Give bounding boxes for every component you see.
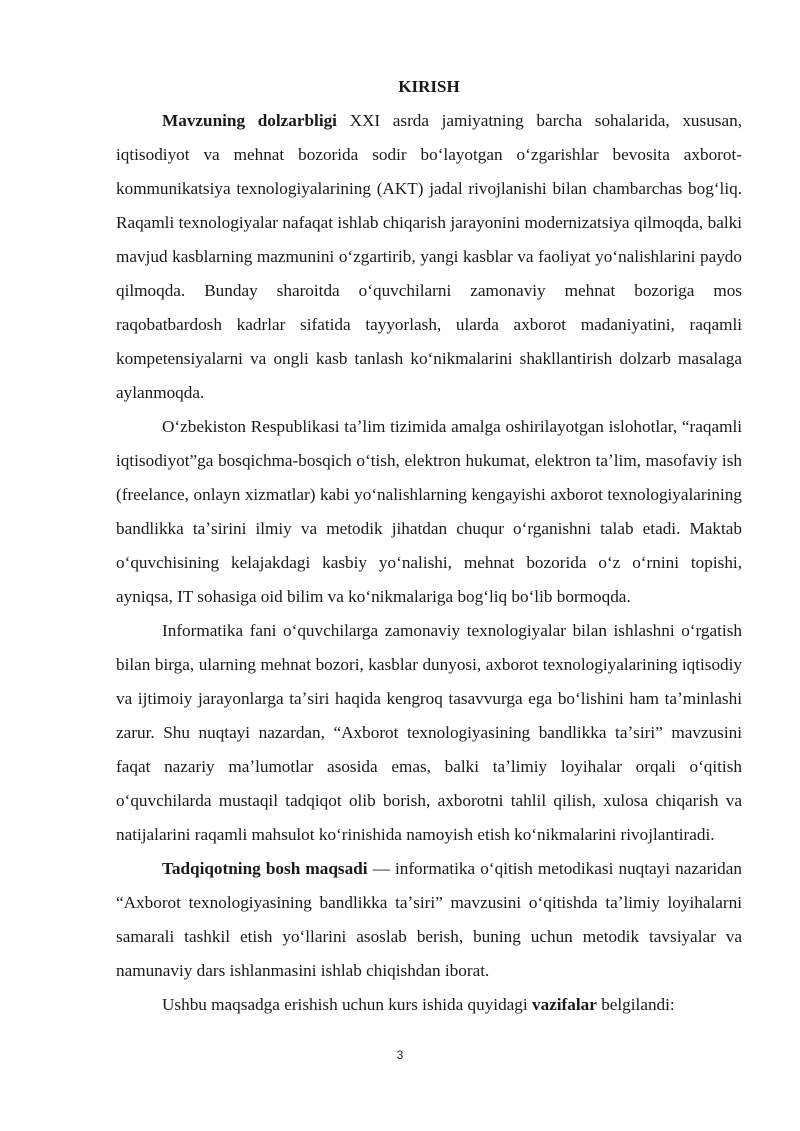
paragraph-reforms xyxy=(116,410,742,614)
paragraph-text: Oʻzbekiston Respublikasi taʼlim tizimida amalga oshirilayotgan islohotlar, “raqamli iqtisodiyot”ga bosqichma-bosqich oʻtish, elektron hukumat, elektron taʼlim, masofaviy ish (freelance, onlayn xizmatlar) kabi yoʻnalishlarning kengayishi axborot texnologiyalarining bandlikka taʼsirini ilmiy va metodik jihatdan chuqur oʻrganishni talab etadi. Maktab oʻquvchisining kelajakdagi kasbiy yoʻnalishi, mehnat bozorida oʻz oʻrnini topishi, ayniqsa, IT sohasiga oid bilim va koʻnikmalariga bogʻliq boʻlib bormoqda. xyxy=(116,417,742,606)
paragraph-tasks-intro xyxy=(116,988,742,1022)
paragraph-informatics xyxy=(116,614,742,852)
document-body xyxy=(116,70,742,1022)
paragraph-relevance xyxy=(116,104,742,410)
paragraph-text: Ushbu maqsadga erishish uchun kurs ishida quyidagi xyxy=(162,995,532,1014)
paragraph-lead: Mavzuning dolzarbligi xyxy=(162,111,337,130)
paragraph-text: — informatika oʻqitish metodikasi nuqtayi nazaridan “Axborot texnologiyasining bandlikka taʼsiri” mavzusini oʻqitishda taʼlimiy loyihalarni samarali tashkil etish yoʻllarini asoslab berish, buning uchun metodik tavsiyalar va namunaviy dars ishlanmasini ishlab chiqishdan iborat. xyxy=(116,859,742,980)
paragraph-main-goal xyxy=(116,852,742,988)
tasks-keyword: vazifalar xyxy=(531,995,597,1014)
page-title: KIRISH xyxy=(398,77,460,96)
paragraph-lead: Tadqiqotning bosh maqsadi xyxy=(162,859,368,878)
paragraph-text-end: belgilandi: xyxy=(596,995,675,1014)
paragraph-text: Informatika fani oʻquvchilarga zamonaviy texnologiyalar bilan ishlashni oʻrgatish bilan birga, ularning mehnat bozori, kasblar dunyosi, axborot texnologiyalarining iqtisodiy va ijtimoiy jarayonlarga taʼsiri haqida kengroq tasavvurga ega boʻlishini ham taʼminlashi zarur. Shu nuqtayi nazardan, “Axborot texnologiyasining bandlikka taʼsiri” mavzusini faqat nazariy maʼlumotlar asosida emas, balki taʼlimiy loyihalar orqali oʻqitish oʻquvchilarda mustaqil tadqiqot olib borish, axborotni tahlil qilish, xulosa chiqarish va natijalarini raqamli mahsulot koʻrinishida namoyish etish koʻnikmalarini rivojlantiradi. xyxy=(116,621,742,844)
page-number: 3 xyxy=(396,1048,404,1062)
paragraph-text: XXI asrda jamiyatning barcha sohalarida, xususan, iqtisodiyot va mehnat bozorida sodir boʻlayotgan oʻzgarishlar bevosita axborot-kommunikatsiya texnologiyalarining (AKT) jadal rivojlanishi bilan chambarchas bogʻliq. Raqamli texnologiyalar nafaqat ishlab chiqarish jarayonini modernizatsiya qilmoqda, balki mavjud kasblarning mazmunini oʻzgartirib, yangi kasblar va faoliyat yoʻnalishlarini paydo qilmoqda. Bunday sharoitda oʻquvchilarni zamonaviy mehnat bozoriga mos raqobatbardosh kadrlar sifatida tayyorlash, ularda axborot madaniyatini, raqamli kompetensiyalarni va ongli kasb tanlash koʻnikmalarini shakllantirish dolzarb masalaga aylanmoqda. xyxy=(116,111,742,402)
